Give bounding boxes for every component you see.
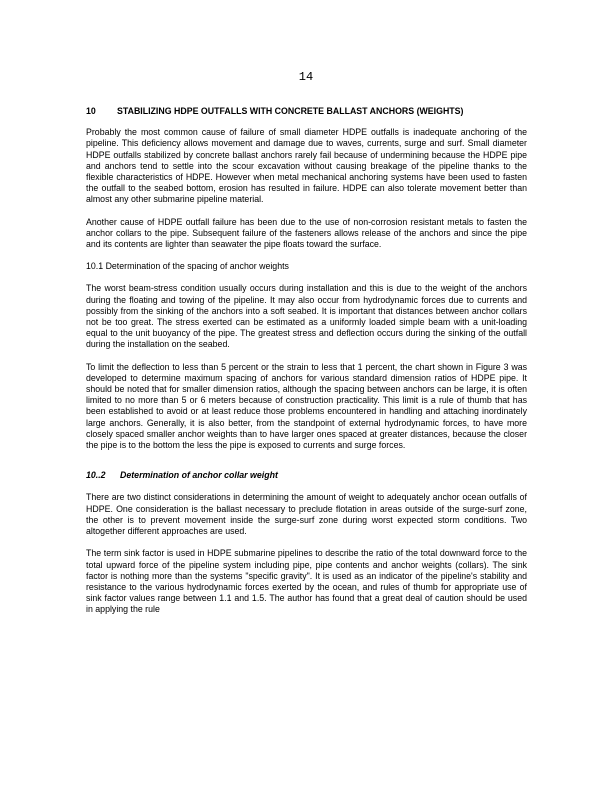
- paragraph: Probably the most common cause of failure of small diameter HDPE outfalls is inadequate anchoring of the pipeline. This deficiency allows movement and damage due to waves, currents, surge and surf. Small diameter HDPE outfalls stabilized by concrete ballast anchors rarely fail because of undermining because the HDPE pipe and anchors tend to settle into the scour excavation without causing breakage of the pipeline thanks to the flexible characteristics of HDPE. However when metal mechanical anchoring systems have been used to fasten the outfall to the seabed bottom, erosion has resulted in failure. HDPE can also tolerate movement better than almost any other submarine pipeline material.: [86, 127, 527, 205]
- subsection-title: Determination of anchor collar weight: [120, 470, 278, 481]
- subsection-heading: 10.1 Determination of the spacing of anchor weights: [86, 261, 289, 272]
- paragraph: To limit the deflection to less than 5 percent or the strain to less that 1 percent, the chart shown in Figure 3 was developed to determine maximum spacing of anchors for various standard dimension ratios of HDPE pipe. It should be noted that for smaller dimension ratios, although the spacing between anchors can be large, it is often limited to no more than 5 or 6 meters because of construction practicality. This limit is a rule of thumb that has been established to avoid or at least reduce those problems encountered in handling and attaching inordinately large anchors. Generally, it is also better, from the standpoint of external hydrodynamic forces, to have more closely spaced smaller anchor weights than to have larger ones spaced at greater distances, because the closer the pipe is to the bottom the less the pipe is exposed to currents and surge forces.: [86, 361, 527, 451]
- paragraph: The term sink factor is used in HDPE submarine pipelines to describe the ratio of the total downward force to the total upward force of the pipeline system including pipe, pipe contents and anchor weights (collars). The sink factor is nothing more than the systems "specific gravity". It is used as an indicator of the pipeline's stability and resistance to the various hydrodynamic forces exerted by the ocean, and rules of thumb for appropriate use of sink factor values range between 1.1 and 1.5. The author has found that a great deal of caution should be used in applying the rule: [86, 548, 527, 615]
- paragraph: There are two distinct considerations in determining the amount of weight to adequately anchor ocean outfalls of HDPE. One consideration is the ballast necessary to preclude flotation in areas outside of the surge-surf zone, the other is to prevent movement inside the surge-surf zone during worst expected storm conditions. Two altogether different approaches are used.: [86, 492, 527, 537]
- section-heading: [86, 106, 527, 117]
- document-body: [86, 106, 527, 627]
- paragraph: The worst beam-stress condition usually occurs during installation and this is due to the weight of the anchors during the floating and towing of the pipeline. It may also occur from hydrodynamic forces due to currents and possibly from the sinking of the anchors into a soft seabed. It is important that distances between anchor collars not be too great. The stress exerted can be estimated as a uniformly loaded simple beam with a unit-loading equal to the unit buoyancy of the pipe. The greatest stress and deflection occurs during the sinking of the outfall during the installation on the seabed.: [86, 283, 527, 350]
- subsection-heading-italic: [86, 470, 527, 481]
- page-number: 14: [298, 70, 314, 84]
- subsection-number: 10..2: [86, 470, 106, 481]
- section-title: STABILIZING HDPE OUTFALLS WITH CONCRETE BALLAST ANCHORS (WEIGHTS): [117, 106, 464, 116]
- paragraph: Another cause of HDPE outfall failure has been due to the use of non-corrosion resistant metals to fasten the anchor collars to the pipe. Subsequent failure of the fasteners allows release of the anchors and since the pipe and its contents are lighter than seawater the pipe floats toward the surface.: [86, 216, 527, 250]
- section-number: 10: [86, 106, 96, 116]
